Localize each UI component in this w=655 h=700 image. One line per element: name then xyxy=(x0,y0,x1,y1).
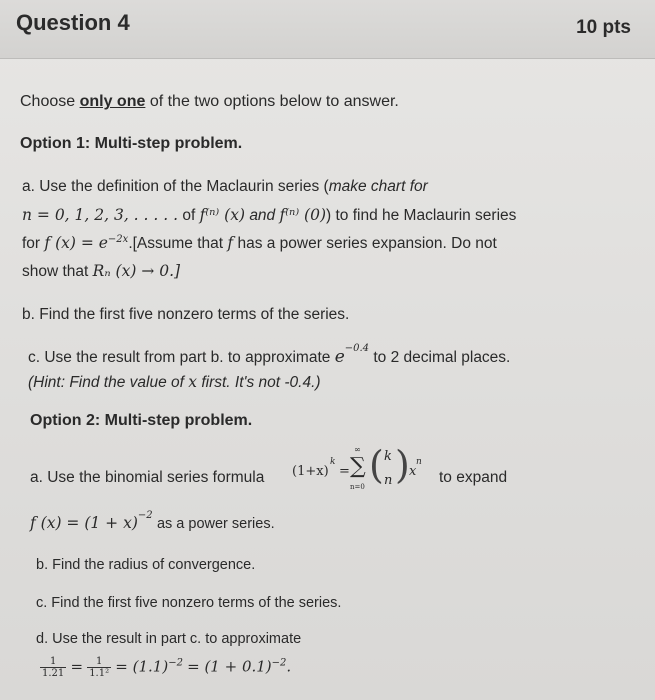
option1-b: b. Find the first five nonzero terms of the series. xyxy=(22,306,350,323)
option2-d: d. Use the result in part c. to approximate xyxy=(36,631,302,647)
fraction-1-over-1-1-squared: $\frac{1}{\text{1.1²}}$ xyxy=(89,656,110,679)
intro-emphasis: only one xyxy=(79,93,146,110)
option1-c: c. Use the result from part b. to approximate $e^{-0.4}$ to 2 decimal places. xyxy=(28,342,511,367)
option2-b: b. Find the radius of convergence. xyxy=(36,557,256,573)
option1-a-line4: show that Rₙ (x) → 0.] xyxy=(22,262,181,280)
question-points: 10 pts xyxy=(576,17,631,38)
option2-a-pre: a. Use the binomial series formula xyxy=(30,469,265,486)
option1-a-line2: n = 0, 1, 2, 3, . . . . . of f⁽ⁿ⁾ (x) and f⁽ⁿ⁾ (0)) to find he Maclaurin series xyxy=(22,206,517,224)
fraction-1-over-1-21: $\frac{1}{1.21}$ xyxy=(42,656,65,679)
question-header xyxy=(0,0,655,59)
option1-hint: (Hint: Find the value of x first. It's not -0.4.) xyxy=(28,373,321,391)
option2-d-expression: $\frac{1}{1.21}$ = $\frac{1}{\text{1.1²}}$ = $(1.1)^{-2} = (1 + 0.1)^{-2}$. xyxy=(42,656,292,679)
option1-a-line1: a. Use the definition of the Maclaurin series (make chart for xyxy=(22,178,428,195)
option2-function: f $(x) = (1 + x)^{-2}$ as a power series. xyxy=(30,510,275,533)
intro-text: Choose only one of the two options below to answer. xyxy=(20,93,399,110)
question-card: Question 4 10 pts Choose only one of the two options below to answer. Option 1: Multi-step problem. a. Use the definition of the Maclaurin series (make chart for n = 0, 1, 2, 3, . . . . . of f⁽ⁿ⁾ (x) and f⁽ⁿ⁾ (0)) to find he Maclaurin series for f $(x) = e^{-2x}.[Assume$ that f has a power series expansion. Do not show that Rₙ (x) → 0.] b. Find the first five nonzero terms of the series. c. Use the result from part b. to approximate $e^{-0.4}$ to 2 decimal places. (Hint: Find the value of x first. It's not -0.4.) Option 2: Multi-step problem. a. Use the binomial series formula (1+x) k = ∞ ∑ n=0 ( k n ) x n to expand f $(x) = (1 + x)^{-2}$ as a power series. b. Find the radius of convergence. c. Find the first five nonzero terms of the series. d. Use the result in part c. to approximate $\frac{1}{1.21}$ = $\frac{1}{\text{1.1²}}$ = $(1.1)^{-2} = (1 + 0.1)^{-2}$. xyxy=(0,0,655,700)
option2-heading: Option 2: Multi-step problem. xyxy=(30,412,253,429)
option2-c: c. Find the first five nonzero terms of the series. xyxy=(36,595,342,611)
option1-a-line3: for f $(x) = e^{-2x}.[Assume$ that f has a power series expansion. Do not xyxy=(22,234,497,253)
question-title: Question 4 xyxy=(16,10,130,35)
option2-a-post: to expand xyxy=(439,469,508,486)
option1-heading: Option 1: Multi-step problem. xyxy=(20,135,243,152)
